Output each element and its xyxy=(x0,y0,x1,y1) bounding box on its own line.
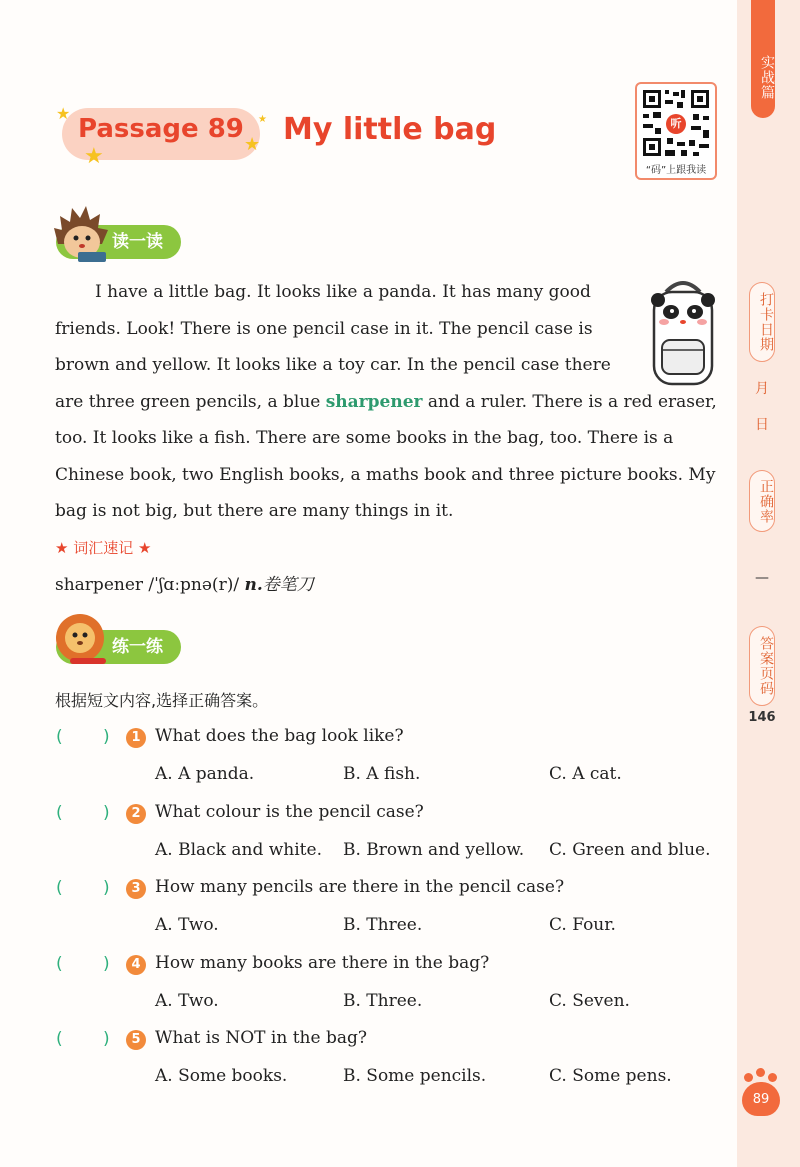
option-b: B. Brown and yellow. xyxy=(343,840,525,860)
section-tab: 实战篇 xyxy=(751,0,775,118)
month-label: 月 xyxy=(755,381,769,397)
accuracy-dash: — xyxy=(755,570,769,586)
paw-toe xyxy=(744,1073,753,1082)
option-a: A. Two. xyxy=(155,991,219,1011)
answer-paren-left: ( xyxy=(56,878,63,898)
hedgehog-mascot-icon xyxy=(52,204,110,264)
question-number-badge: 2 xyxy=(126,804,146,824)
question-text: What colour is the pencil case? xyxy=(155,802,424,822)
day-label: 日 xyxy=(755,417,769,433)
answer-paren-left: ( xyxy=(56,1029,63,1049)
passage-line-4-start: are three green pencils, a blue xyxy=(55,391,326,412)
passage-line-2: friends. Look! There is one pencil case in it. The pencil case is xyxy=(55,318,593,339)
option-a: A. Two. xyxy=(155,915,219,935)
option-c: C. Four. xyxy=(549,915,616,935)
question-text: What does the bag look like? xyxy=(155,726,404,746)
option-a: A. Some books. xyxy=(155,1066,288,1086)
passage-line-7: bag is not big, but there are many things in it. xyxy=(55,501,454,521)
practice-instruction: 根据短文内容,选择正确答案。 xyxy=(55,691,269,710)
qr-caption: “码”上跟我读 xyxy=(645,165,707,176)
star-icon: ★ xyxy=(84,144,104,169)
passage-line-3: brown and yellow. It looks like a toy car. In the pencil case there xyxy=(55,355,611,375)
answer-paren-right: ) xyxy=(103,1029,110,1049)
vocab-part-of-speech: n. xyxy=(244,575,263,595)
question-number-badge: 4 xyxy=(126,955,146,975)
answer-paren-right: ) xyxy=(103,803,110,823)
passage-line-1: I have a little bag. It looks like a panda. It has many good xyxy=(95,282,591,302)
practice-section-badge: 练一练 xyxy=(56,630,181,664)
option-c: C. Some pens. xyxy=(549,1066,672,1086)
paw-toe xyxy=(768,1073,777,1082)
answer-paren-left: ( xyxy=(56,954,63,974)
option-b: B. Three. xyxy=(343,991,423,1011)
vocab-word: sharpener xyxy=(55,575,144,595)
option-b: B. A fish. xyxy=(343,764,421,784)
passage-line-4-end: and a ruler. There is a red eraser, xyxy=(422,391,717,412)
paw-toe xyxy=(756,1068,765,1077)
answer-paren-right: ) xyxy=(103,727,110,747)
question-text: What is NOT in the bag? xyxy=(155,1028,367,1048)
answer-paren-left: ( xyxy=(56,727,63,747)
panda-backpack-illustration xyxy=(648,278,718,388)
page-number: 89 xyxy=(742,1082,780,1116)
question-text: How many books are there in the bag? xyxy=(155,953,490,973)
passage-line-6: Chinese book, two English books, a maths book and three picture books. My xyxy=(55,464,716,485)
vocab-heading: ★ 词汇速记 ★ xyxy=(55,539,152,557)
question-text: How many pencils are there in the pencil case? xyxy=(155,877,565,897)
passage-line-4 xyxy=(55,384,717,421)
question-number-badge: 3 xyxy=(126,879,146,899)
answer-paren-right: ) xyxy=(103,954,110,974)
question-number-badge: 1 xyxy=(126,728,146,748)
question-number-badge: 5 xyxy=(126,1030,146,1050)
option-b: B. Some pencils. xyxy=(343,1066,487,1086)
answer-page-label: 答案页码 xyxy=(749,626,775,706)
answer-page-number: 146 xyxy=(748,710,776,725)
accuracy-label: 正确率 xyxy=(749,470,775,532)
answer-paren-right: ) xyxy=(103,878,110,898)
option-a: A. A panda. xyxy=(155,764,255,784)
star-icon: ★ xyxy=(258,114,267,125)
vocab-meaning: 卷笔刀 xyxy=(262,575,314,595)
option-c: C. Green and blue. xyxy=(549,840,711,860)
passage-line-5: too. It looks like a fish. There are some books in the bag, too. There is a xyxy=(55,428,674,448)
lion-mascot-icon xyxy=(54,612,110,670)
vocab-entry xyxy=(55,570,314,595)
passage-title: My little bag xyxy=(283,112,497,147)
option-b: B. Three. xyxy=(343,915,423,935)
read-section-badge: 读一读 xyxy=(56,225,181,259)
listen-badge: 听 xyxy=(670,117,682,130)
vocab-highlight-word: sharpener xyxy=(325,391,423,412)
vocab-phonetic: /ˈʃɑːpnə(r)/ xyxy=(143,575,245,595)
option-a: A. Black and white. xyxy=(155,840,322,860)
option-c: C. A cat. xyxy=(549,764,622,784)
star-icon: ★ xyxy=(56,104,71,123)
option-c: C. Seven. xyxy=(549,991,630,1011)
qr-code-card[interactable] xyxy=(635,82,717,180)
answer-paren-left: ( xyxy=(56,803,63,823)
star-icon: ★ xyxy=(244,134,261,155)
passage-number: Passage 89 xyxy=(78,114,244,144)
clock-in-date-label: 打卡日期 xyxy=(749,282,775,362)
